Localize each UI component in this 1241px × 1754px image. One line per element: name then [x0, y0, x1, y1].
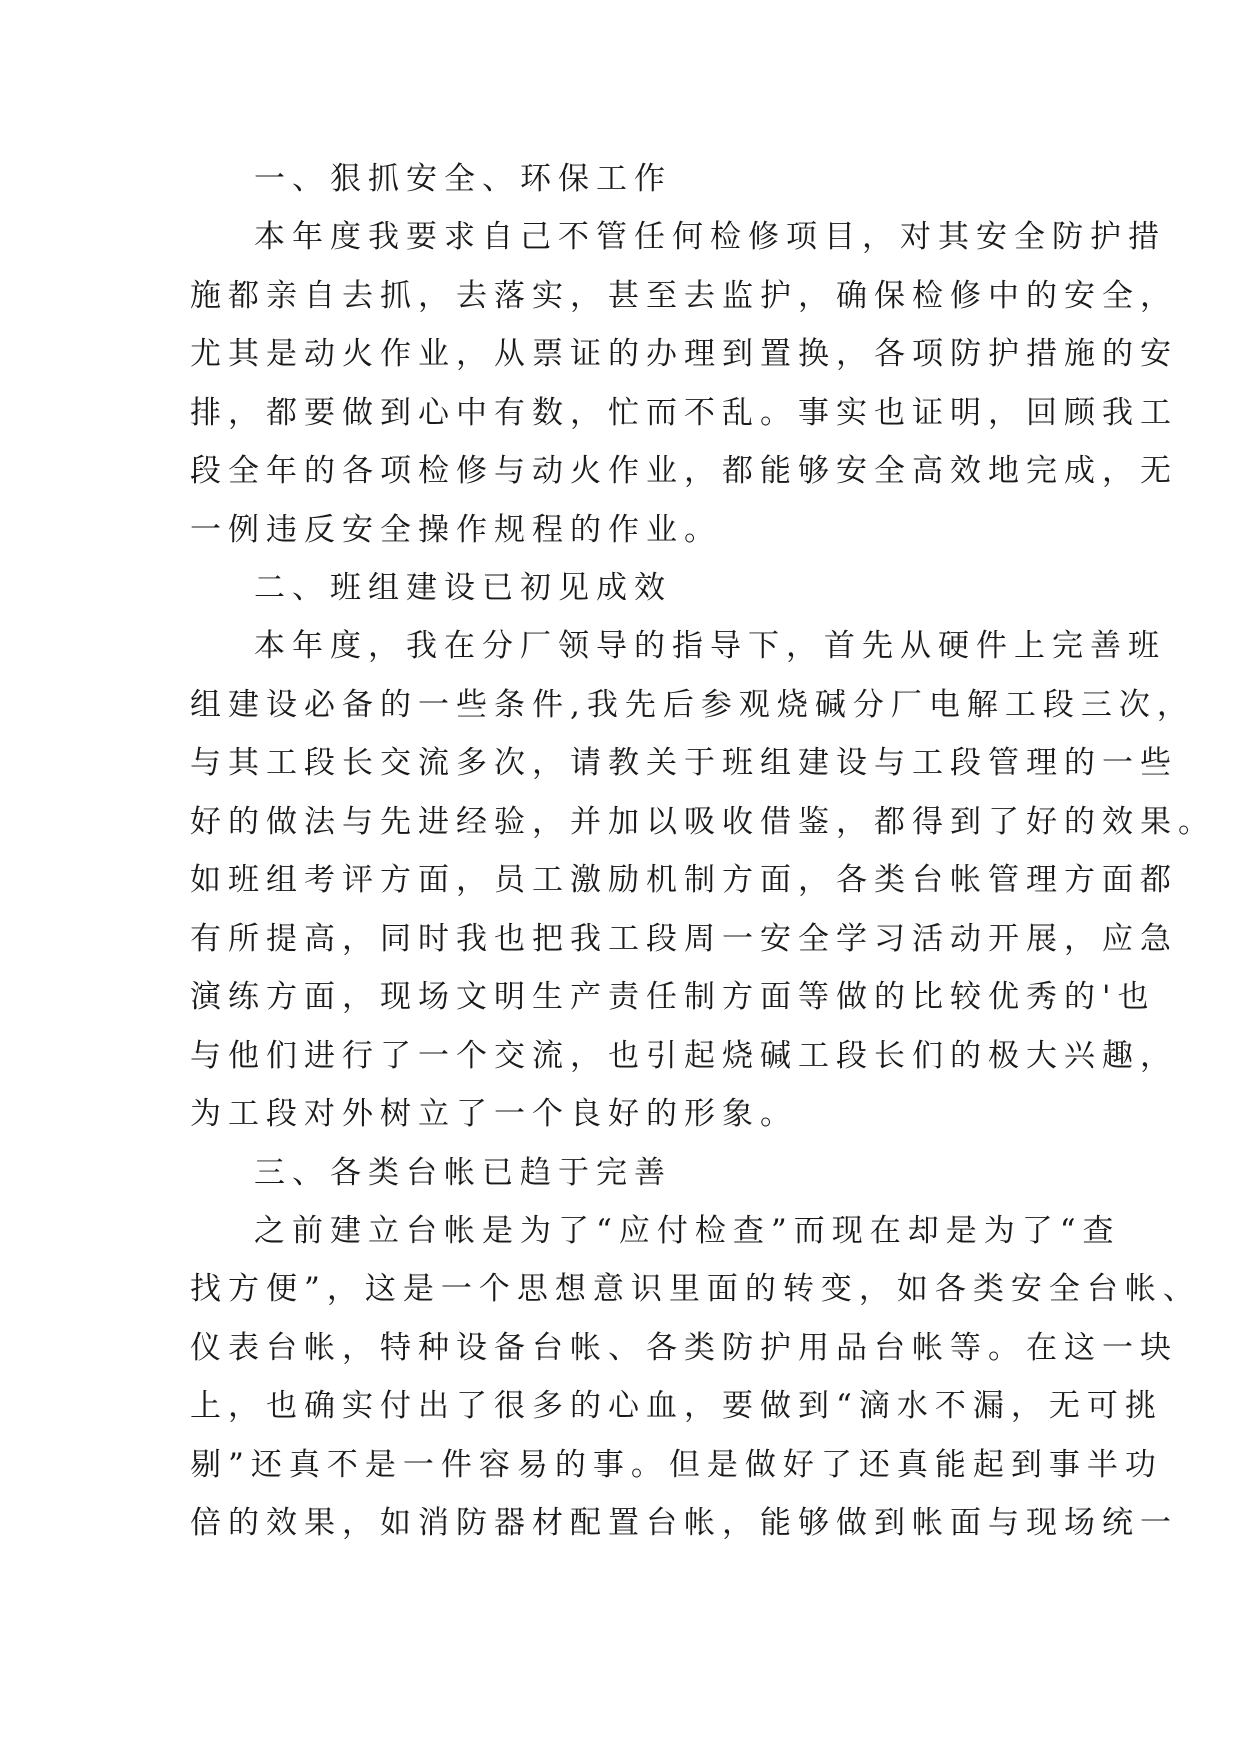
section-ledgers — [190, 1144, 1201, 1553]
text-line: 剔”还真不是一件容易的事。但是做好了还真能起到事半功 — [190, 1446, 1163, 1483]
text-line: 施都亲自去抓，去落实，甚至去监护，确保检修中的安全， — [190, 277, 1178, 314]
text-line: 与他们进行了一个交流，也引起烧碱工段长们的极大兴趣， — [190, 1037, 1178, 1074]
section-heading: 二、班组建设已初见成效 — [254, 570, 672, 606]
paragraph — [190, 208, 1178, 559]
text-line: 倍的效果，如消防器材配置台帐，能够做到帐面与现场统一 — [190, 1505, 1178, 1541]
text-line: 如班组考评方面，员工激励机制方面，各类台帐管理方面都 — [190, 862, 1178, 898]
text-line: 尤其是动火作业，从票证的办理到置换，各项防护措施的安 — [190, 336, 1178, 372]
text-line: 演练方面，现场文明生产责任制方面等做的比较优秀的'也 — [190, 979, 1156, 1015]
document-page — [190, 150, 1216, 1553]
text-line: 上，也确实付出了很多的心血，要做到“滴水不漏，无可挑 — [190, 1388, 1163, 1424]
text-line: 为工段对外树立了一个良好的形象。 — [190, 1096, 798, 1132]
text-line: 一例违反安全操作规程的作业。 — [190, 511, 722, 548]
section-heading: 一、狠抓安全、环保工作 — [254, 161, 672, 197]
paragraph — [190, 1202, 1201, 1553]
text-line: 仪表台帐，特种设备台帐、各类防护用品台帐等。在这一块 — [190, 1329, 1178, 1366]
text-line: 段全年的各项检修与动火作业，都能够安全高效地完成，无 — [190, 453, 1178, 489]
section-safety — [190, 150, 1178, 559]
text-line: 组建设必备的一些条件,我先后参观烧碱分厂电解工段三次， — [190, 686, 1195, 723]
paragraph — [190, 617, 1216, 1144]
text-line: 好的做法与先进经验，并加以吸收借鉴，都得到了好的效果。 — [190, 803, 1216, 840]
text-line: 找方便”，这是一个思想意识里面的转变，如各类安全台帐、 — [190, 1271, 1201, 1307]
text-line: 排，都要做到心中有数，忙而不乱。事实也证明，回顾我工 — [190, 394, 1178, 431]
section-team-building — [190, 559, 1216, 1144]
text-line: 与其工段长交流多次，请教关于班组建设与工段管理的一些 — [190, 745, 1178, 781]
text-line: 有所提高，同时我也把我工段周一安全学习活动开展，应急 — [190, 920, 1178, 957]
section-heading: 三、各类台帐已趋于完善 — [254, 1154, 672, 1191]
text-line: 之前建立台帐是为了“应付检查”而现在却是为了“查 — [254, 1212, 1121, 1249]
text-line: 本年度，我在分厂领导的指导下，首先从硬件上完善班 — [254, 628, 1166, 664]
text-line: 本年度我要求自己不管任何检修项目，对其安全防护措 — [254, 219, 1166, 255]
